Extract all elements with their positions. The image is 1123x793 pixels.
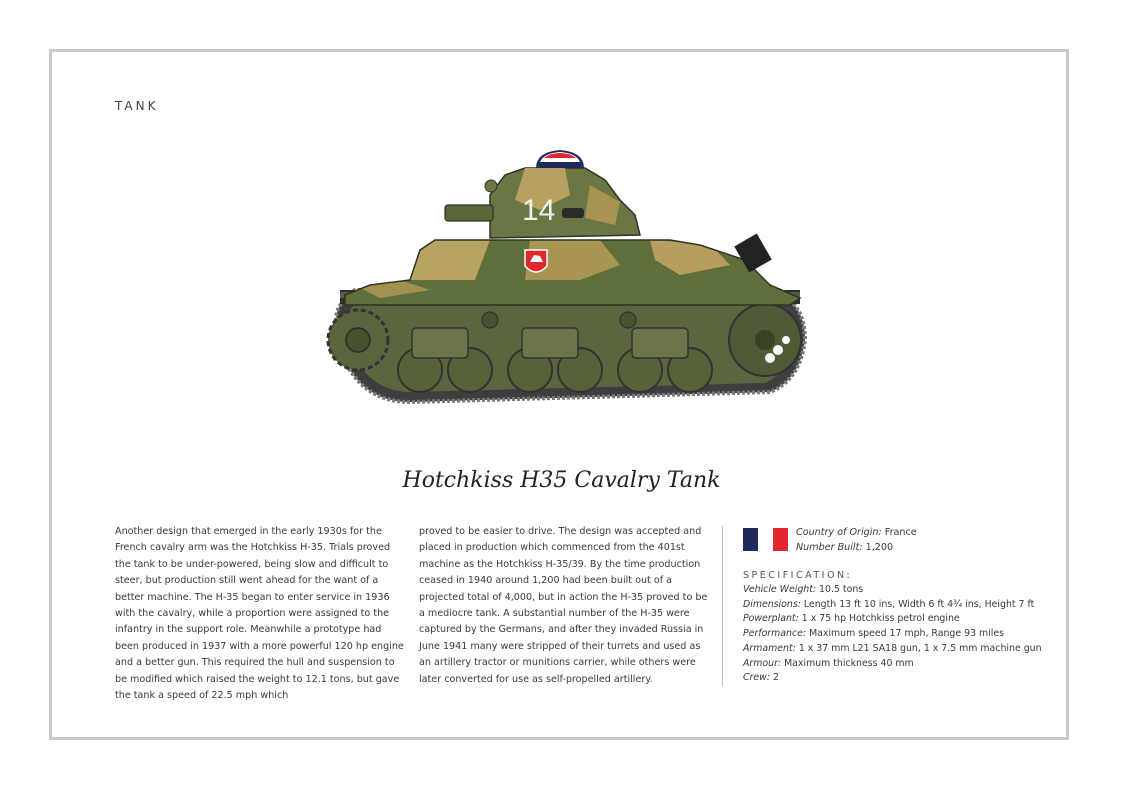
spec-row: Armour: Maximum thickness 40 mm [743, 657, 914, 669]
flag-stripe-blue [743, 528, 758, 551]
description-column-1: Another design that emerged in the early 1930s for the French cavalry arm was the Hotchkiss H-35. Trials proved the tank to be under-powered, being slow and difficult to steer, but production still went ahead for the want of a better machine. The H-35 began to enter service in 1936 with the cavalry, while a proportion were assigned to the infantry in the support role. Meanwhile a prototype had been produced in 1937 with a more powerful 120 hp engine and a better gun. This required the hull and suspension to be modified which raised the weight to 12.1 tons, but gave the tank a speed of 22.5 mph which [115, 526, 404, 702]
specification-list [743, 583, 1063, 686]
page-title: Hotchkiss H35 Cavalry Tank [402, 468, 721, 493]
flag-stripe-white [758, 528, 773, 551]
spec-row: Powerplant: 1 x 75 hp Hotchkiss petrol engine [743, 613, 960, 625]
spec-row: Performance: Maximum speed 17 mph, Range 93 miles [743, 628, 1005, 640]
spec-row: Dimensions: Length 13 ft 10 ins, Width 6 ft 4¾ ins, Height 7 ft [743, 598, 1035, 610]
column-divider [722, 526, 723, 686]
flag-stripe-red [773, 528, 788, 551]
spec-row: Crew: 2 [743, 672, 779, 684]
spec-row: Armament: 1 x 37 mm L21 SA18 gun, 1 x 7.5 mm machine gun [743, 642, 1042, 654]
cupola-roundel [536, 150, 584, 168]
category-label: TANK [115, 99, 159, 113]
turret-number: 14 [522, 194, 556, 227]
specification-heading: SPECIFICATION: [743, 570, 853, 581]
french-flag [743, 528, 788, 551]
number-built: Number Built: 1,200 [796, 542, 894, 553]
insignia [525, 250, 547, 272]
description-column-2: proved to be easier to drive. The design was accepted and placed in production which commenced from the 401st machine as the Hotchkiss H-35/39. By the time production ceased in 1940 around 1,200 had been built out of a projected total of 4,000, but in action the H-35 proved to be a mediocre tank. A substantial number of the H-35 were captured by the Germans, and after they invaded Russia in June 1941 many were stripped of their turrets and used as an artillery tractor or munitions carrier, while others were later converted for use as self-propelled artillery. [419, 526, 708, 685]
tank-illustration [300, 140, 820, 415]
main-gun [445, 205, 493, 221]
country-of-origin: Country of Origin: France [796, 527, 917, 538]
origin-block [796, 525, 917, 555]
spec-row: Vehicle Weight: 10.5 tons [743, 584, 864, 595]
